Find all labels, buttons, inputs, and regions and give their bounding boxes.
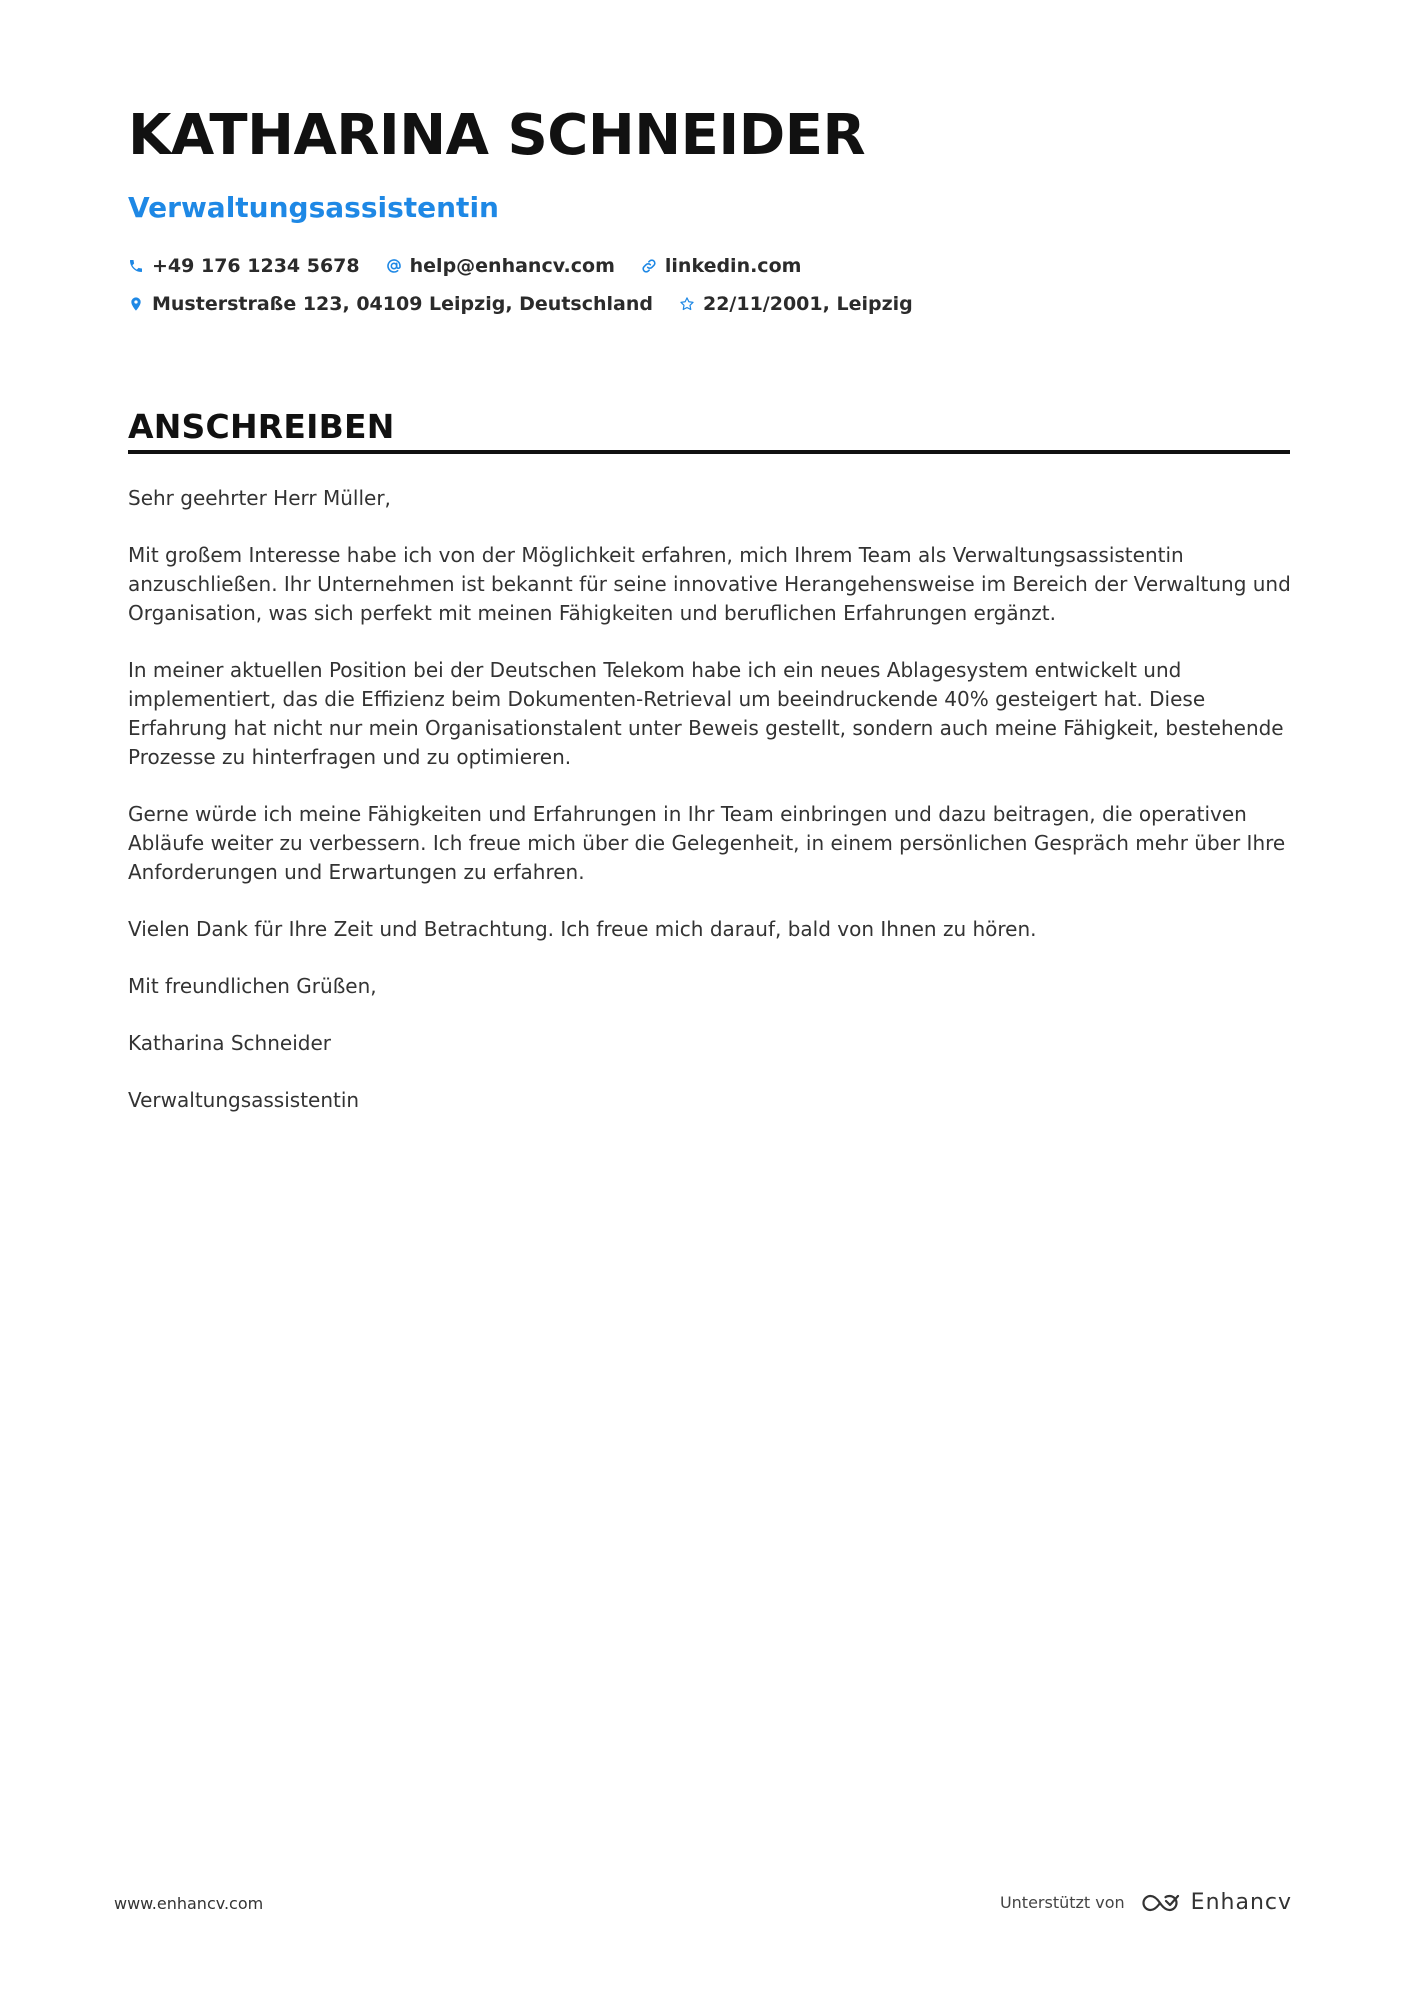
applicant-role: Verwaltungsassistentin	[128, 191, 499, 224]
section-title: ANSCHREIBEN	[128, 407, 395, 446]
brand-name: Enhancv	[1190, 1890, 1292, 1915]
star-icon	[679, 296, 695, 312]
at-icon	[386, 258, 402, 274]
letter-paragraph: In meiner aktuellen Position bei der Deutschen Telekom habe ich ein neues Ablagesystem entwickelt und implementiert, das die Effizienz beim Dokumenten-Retrieval um beeindruckende 40% gesteigert hat. Diese Erfahrung hat nicht nur mein Organisationstalent unter Beweis gestellt, sondern auch meine Fähigkeit, bestehende Prozesse zu hinterfragen und zu optimieren.	[128, 658, 1284, 769]
contact-linkedin[interactable]	[641, 255, 802, 277]
location-pin-icon	[128, 296, 144, 312]
section-divider	[128, 450, 1290, 454]
powered-by-label: Unterstützt von	[999, 1893, 1125, 1912]
contact-address	[128, 293, 653, 315]
link-icon	[641, 258, 657, 274]
footer-branding[interactable]	[1000, 1891, 1292, 1915]
contact-email[interactable]	[386, 255, 615, 277]
contact-birth	[679, 293, 913, 315]
contact-birth-text: 22/11/2001, Leipzig	[702, 292, 913, 315]
contact-address-text: Musterstraße 123, 04109 Leipzig, Deutschland	[152, 292, 653, 315]
contact-list	[128, 255, 1308, 315]
brand-logo[interactable]	[1137, 1891, 1292, 1915]
applicant-name: KATHARINA SCHNEIDER	[128, 103, 866, 168]
contact-email-text[interactable]: help@enhancv.com	[409, 254, 615, 277]
contact-phone-text: +49 176 1234 5678	[152, 254, 360, 277]
footer-website[interactable]: www.enhancv.com	[114, 1894, 264, 1913]
letter-body	[128, 484, 1298, 1143]
contact-phone	[128, 255, 360, 277]
signature-name: Katharina Schneider	[128, 1031, 331, 1055]
letter-paragraph: Gerne würde ich meine Fähigkeiten und Erfahrungen in Ihr Team einbringen und dazu beitragen, die operativen Abläufe weiter zu verbessern. Ich freue mich über die Gelegenheit, in einem persönlichen Gespräch mehr über Ihre Anforderungen und Erwartungen zu erfahren.	[128, 802, 1286, 884]
letter-closing: Mit freundlichen Grüßen,	[128, 974, 377, 998]
enhancv-logo-icon	[1137, 1891, 1183, 1915]
signature-title: Verwaltungsassistentin	[128, 1088, 360, 1112]
letter-salutation: Sehr geehrter Herr Müller,	[128, 486, 391, 510]
phone-icon	[128, 258, 144, 274]
letter-paragraph: Vielen Dank für Ihre Zeit und Betrachtung. Ich freue mich darauf, bald von Ihnen zu hören.	[128, 917, 1037, 941]
letter-paragraph: Mit großem Interesse habe ich von der Möglichkeit erfahren, mich Ihrem Team als Verwaltungsassistentin anzuschließen. Ihr Unternehmen ist bekannt für seine innovative Herangehensweise im Bereich der Verwaltung und Organisation, was sich perfekt mit meinen Fähigkeiten und beruflichen Erfahrungen ergänzt.	[128, 543, 1291, 625]
contact-linkedin-text[interactable]: linkedin.com	[664, 254, 802, 277]
